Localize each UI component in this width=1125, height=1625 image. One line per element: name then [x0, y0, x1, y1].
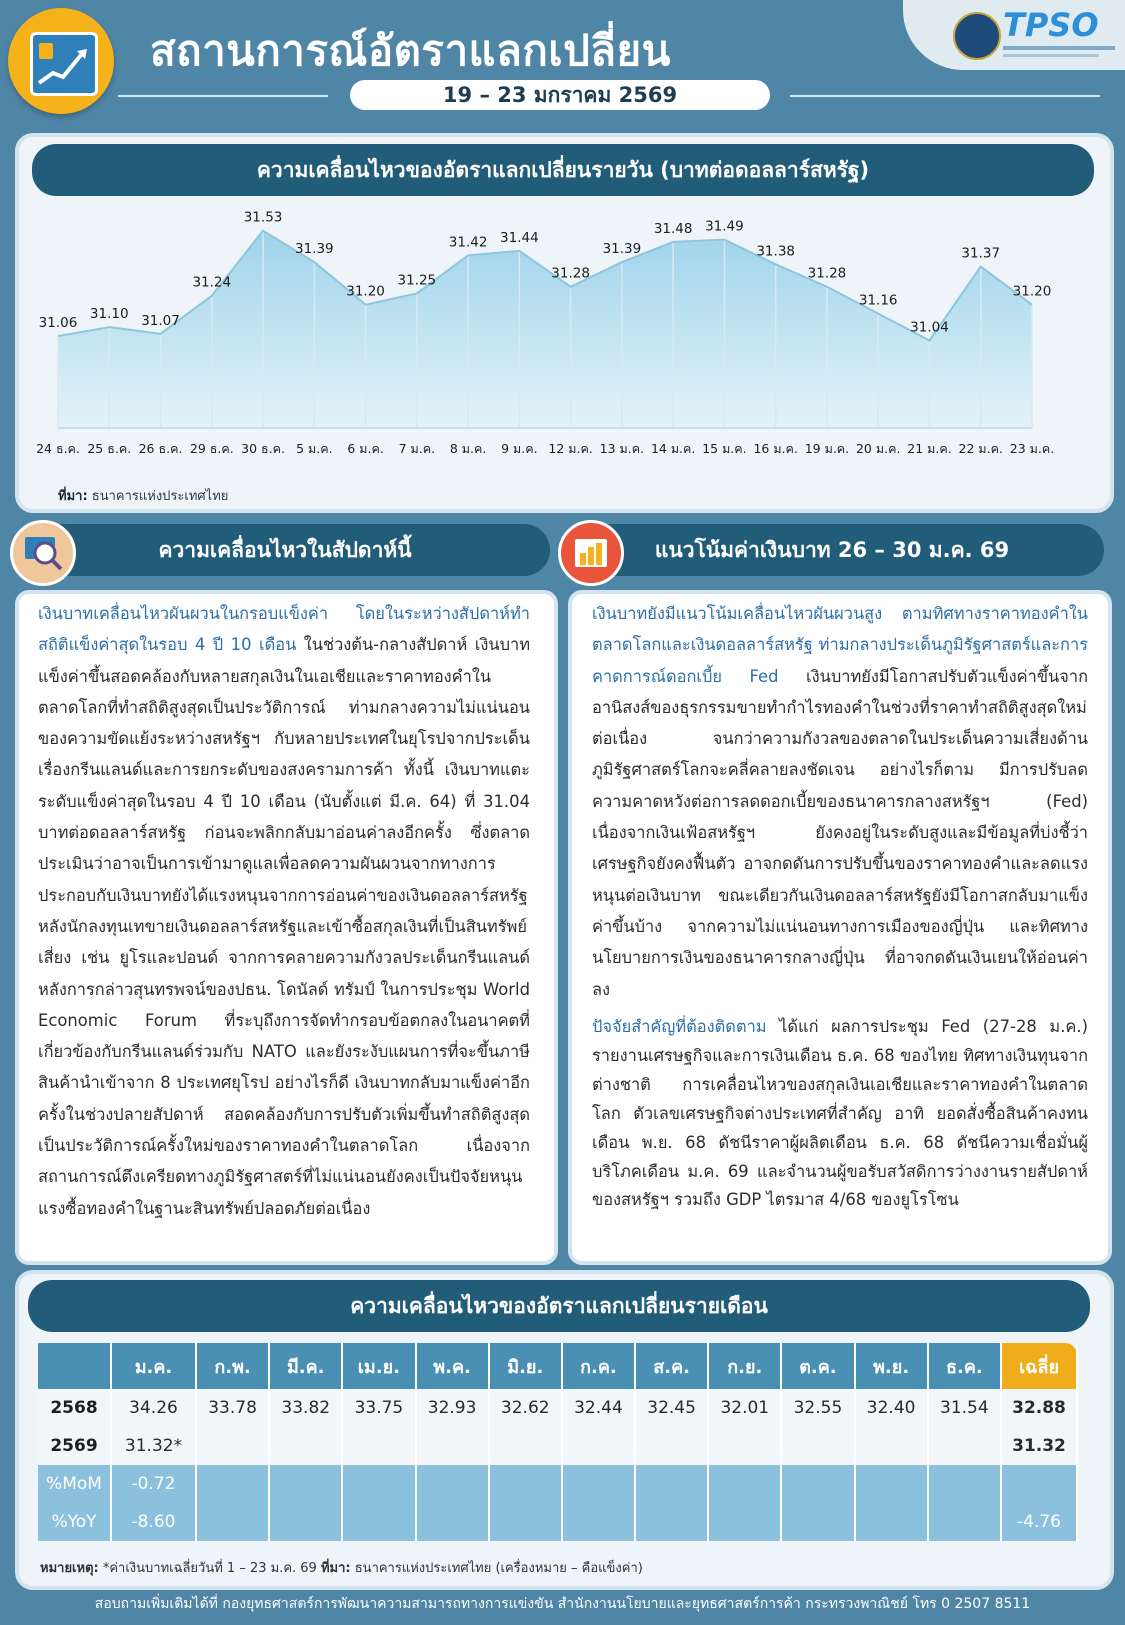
header-divider-left [118, 95, 328, 97]
table-cell [489, 1503, 562, 1541]
data-label: 31.48 [653, 220, 693, 237]
table-header-cell: พ.ย. [855, 1343, 928, 1389]
series-area [58, 231, 1032, 428]
header-divider-right [790, 95, 1100, 97]
outlook-paragraph-2: ปัจจัยสำคัญที่ต้องติดตาม ได้แก่ ผลการประชุม Fed (27-28 ม.ค.) รายงานเศรษฐกิจและการเงินเดือน ธ.ค. 68 ของไทย ทิศทางเงินทุนจากต่างชาติ การเคลื่อนไหวของสกุลเงินเอเชียและราคาทองคำในตลาดโลก ตัวเลขเศรษฐกิจต่างประเทศที่สำคัญ อาทิ ยอดสั่งซื้อสินค้าคงทนเดือน พ.ย. 68 ดัชนีราคาผู้ผลิตเดือน ธ.ค. 68 ดัชนีความเชื่อมั่นผู้บริโภคเดือน ม.ค. 69 และจำนวนผู้ขอรับสวัสดิการว่างงานรายสัปดาห์ของสหรัฐฯ รวมถึง GDP ไตรมาส 4/68 ของยูโรโซน [592, 1017, 1088, 1210]
table-header-cell: มี.ค. [269, 1343, 342, 1389]
table-cell: 32.45 [635, 1389, 708, 1427]
data-label: 31.10 [89, 306, 129, 323]
table-cell [928, 1465, 1001, 1503]
rising-chart-icon [30, 32, 98, 96]
data-label: 31.53 [243, 209, 283, 226]
data-label: 31.39 [602, 241, 642, 258]
table-cell [708, 1465, 781, 1503]
data-label: 31.28 [551, 265, 590, 282]
table-cell: %MoM [38, 1465, 111, 1503]
table-cell [855, 1465, 928, 1503]
table-cell [342, 1465, 415, 1503]
x-tick-label: 16 ม.ค. [753, 441, 798, 456]
table-cell [342, 1503, 415, 1541]
table-cell: 31.54 [928, 1389, 1001, 1427]
table-cell: -8.60 [111, 1503, 196, 1541]
x-tick-label: 15 ม.ค. [702, 441, 747, 456]
table-header-cell: ก.ค. [562, 1343, 635, 1389]
ministry-seal-icon [953, 12, 1001, 60]
x-tick-label: 30 ธ.ค. [241, 441, 285, 456]
table-header-cell: ก.ย. [708, 1343, 781, 1389]
x-tick-label: 7 ม.ค. [398, 441, 436, 456]
table-cell: 32.40 [855, 1389, 928, 1427]
table-header-cell: ก.พ. [196, 1343, 269, 1389]
data-label: 31.39 [294, 241, 334, 258]
table-header-cell: พ.ค. [416, 1343, 489, 1389]
table-cell: 32.93 [416, 1389, 489, 1427]
table-cell: 32.62 [489, 1389, 562, 1427]
table-cell [562, 1427, 635, 1465]
bar-chart-icon [558, 520, 624, 586]
table-cell [855, 1427, 928, 1465]
table-row [38, 1389, 1077, 1427]
table-header-cell: ต.ค. [781, 1343, 854, 1389]
data-label: 31.42 [448, 234, 488, 251]
table-cell [635, 1503, 708, 1541]
table-cell [781, 1465, 854, 1503]
table-header-cell: เม.ย. [342, 1343, 415, 1389]
table-header-cell: ม.ค. [111, 1343, 196, 1389]
table-cell [416, 1427, 489, 1465]
data-label: 31.20 [1012, 283, 1052, 300]
table-cell: 32.44 [562, 1389, 635, 1427]
table-cell: 31.32 [1001, 1427, 1077, 1465]
table-cell: 33.82 [269, 1389, 342, 1427]
table-header-cell: มิ.ย. [489, 1343, 562, 1389]
table-cell [269, 1465, 342, 1503]
table-cell [489, 1465, 562, 1503]
x-tick-label: 25 ธ.ค. [87, 441, 132, 456]
x-tick-label: 9 ม.ค. [501, 441, 538, 456]
table-cell [196, 1503, 269, 1541]
week-section-title: ความเคลื่อนไหวในสัปดาห์นี้ [20, 524, 550, 576]
table-header-cell: ส.ค. [635, 1343, 708, 1389]
data-label: 31.38 [756, 243, 796, 260]
table-note: หมายเหตุ: *ค่าเงินบาทเฉลี่ยวันที่ 1 – 23 ม.ค. 69 ที่มา: ธนาคารแห่งประเทศไทย (เครื่องหมาย – คือแข็งค่า) [40, 1561, 643, 1576]
table-row [38, 1465, 1077, 1503]
tpso-logo [903, 0, 1125, 70]
x-tick-label: 20 ม.ค. [855, 441, 901, 456]
table-cell [562, 1465, 635, 1503]
table-cell [416, 1503, 489, 1541]
table-cell [708, 1427, 781, 1465]
table-cell [781, 1503, 854, 1541]
magnifier-chart-icon [10, 520, 76, 586]
table-cell [342, 1427, 415, 1465]
table-cell: 32.88 [1001, 1389, 1077, 1427]
table-cell [928, 1427, 1001, 1465]
data-label: 31.20 [346, 283, 385, 300]
date-range-badge: 19 – 23 มกราคม 2569 [350, 80, 770, 110]
table-row [38, 1503, 1077, 1541]
x-tick-label: 5 ม.ค. [296, 441, 333, 456]
x-tick-label: 12 ม.ค. [548, 441, 593, 456]
data-label: 31.07 [141, 312, 180, 329]
table-header-cell: เฉลี่ย [1001, 1343, 1077, 1389]
data-label: 31.06 [38, 315, 78, 332]
table-cell: %YoY [38, 1503, 111, 1541]
x-tick-label: 6 ม.ค. [347, 441, 384, 456]
x-tick-label: 22 ม.ค. [958, 441, 1003, 456]
data-label: 31.44 [500, 229, 539, 246]
table-cell [196, 1427, 269, 1465]
x-tick-label: 21 ม.ค. [907, 441, 952, 456]
daily-chart-title: ความเคลื่อนไหวของอัตราแลกเปลี่ยนรายวัน (บาทต่อดอลลาร์สหรัฐ) [32, 144, 1094, 196]
x-tick-label: 8 ม.ค. [449, 441, 487, 456]
data-label: 31.25 [397, 272, 437, 289]
monthly-rate-table [38, 1343, 1078, 1541]
table-cell: 32.01 [708, 1389, 781, 1427]
table-cell: -4.76 [1001, 1503, 1077, 1541]
x-tick-label: 14 ม.ค. [650, 441, 696, 456]
table-cell: 2569 [38, 1427, 111, 1465]
x-tick-label: 13 ม.ค. [599, 441, 645, 456]
table-cell [635, 1427, 708, 1465]
table-cell [1001, 1465, 1077, 1503]
table-cell: 33.75 [342, 1389, 415, 1427]
table-cell: 33.78 [196, 1389, 269, 1427]
data-label: 31.04 [910, 319, 949, 336]
table-cell [708, 1503, 781, 1541]
table-cell [928, 1503, 1001, 1541]
table-cell [196, 1465, 269, 1503]
chart-source: ที่มา: ธนาคารแห่งประเทศไทย [58, 489, 229, 504]
daily-rate-chart [20, 200, 1105, 480]
table-cell: 32.55 [781, 1389, 854, 1427]
table-cell [269, 1503, 342, 1541]
table-cell: -0.72 [111, 1465, 196, 1503]
x-tick-label: 19 ม.ค. [804, 441, 850, 456]
table-cell [781, 1427, 854, 1465]
data-label: 31.49 [705, 218, 744, 235]
outlook-section-title: แนวโน้มค่าเงินบาท 26 – 30 ม.ค. 69 [560, 524, 1104, 576]
page-title: สถานการณ์อัตราแลกเปลี่ยน [150, 26, 671, 75]
data-label: 31.24 [192, 274, 232, 291]
week-paragraph: เงินบาทเคลื่อนไหวผันผวนในกรอบแข็งค่า โดยในระหว่างสัปดาห์ทำสถิติแข็งค่าสุดในรอบ 4 ปี 10 เดือน ในช่วงต้น-กลางสัปดาห์ เงินบาทแข็งค่าขึ้นสอดคล้องกับหลายสกุลเงินในเอเชียและราคาทองคำในตลาดโลกที่ทำสถิติสูงสุดเป็นประวัติการณ์ ท่ามกลางความไม่แน่นอนของความขัดแย้งระหว่างสหรัฐฯ กับหลายประเทศในยุโรปจากประเด็นเรื่องกรีนแลนด์และการยกระดับของสงครามการค้า ทั้งนี้ เงินบาทแตะระดับแข็งค่าสุดในรอบ 4 ปี 10 เดือน (นับตั้งแต่ มี.ค. 64) ที่ 31.04 บาทต่อดอลลาร์สหรัฐ ก่อนจะพลิกกลับมาอ่อนค่าลงอีกครั้ง ซึ่งตลาดประเมินว่าอาจเป็นการเข้ามาดูแลเพื่อลดความผันผวนจากทางการ ประกอบกับเงินบาทยังได้แรงหนุนจากการอ่อนค่าของเงินดอลลาร์สหรัฐ หลังนักลงทุนเทขายเงินดอลลาร์สหรัฐและเข้าซื้อสกุลเงินที่เป็นสินทรัพย์เสี่ยง เช่น ยูโรและปอนด์ จากการคลายความกังวลประเด็นกรีนแลนด์ หลังการกล่าวสุนทรพจน์ของปธน. โดนัลด์ ทรัมป์ ในการประชุม World Economic Forum ที่ระบุถึงการจัดทำกรอบข้อตกลงในอนาคตที่เกี่ยวข้องกับกรีนแลนด์ร่วมกับ NATO และยังระงับแผนการที่จะขึ้นภาษีสินค้านำเข้าจาก 8 ประเทศยุโรป อย่างไรก็ดี เงินบาทกลับมาแข็งค่าอีกครั้งในช่วงปลายสัปดาห์ สอดคล้องกับการปรับตัวเพิ่มขึ้นทำสถิติสูงสุดเป็นประวัติการณ์ครั้งใหม่ของราคาทองคำในตลาดโลก เนื่องจากสถานการณ์ตึงเครียดทางภูมิรัฐศาสตร์ที่ไม่แน่นอนยังคงเป็นปัจจัยหนุนแรงซื้อทองคำในฐานะสินทรัพย์ปลอดภัยต่อเนื่อง [38, 604, 530, 1218]
data-label: 31.28 [807, 265, 847, 282]
report-logo [8, 8, 114, 114]
table-cell [562, 1503, 635, 1541]
table-header-cell [38, 1343, 111, 1389]
table-cell: 34.26 [111, 1389, 196, 1427]
table-cell [635, 1465, 708, 1503]
data-label: 31.37 [961, 245, 1001, 262]
table-header-cell: ธ.ค. [928, 1343, 1001, 1389]
table-cell [269, 1427, 342, 1465]
brand-name: TPSO [1003, 6, 1099, 44]
monthly-title: ความเคลื่อนไหวของอัตราแลกเปลี่ยนรายเดือน [28, 1280, 1090, 1332]
x-tick-label: 23 ม.ค. [1009, 441, 1055, 456]
x-tick-label: 29 ธ.ค. [189, 441, 234, 456]
table-header-row [38, 1343, 1077, 1389]
table-cell: 31.32* [111, 1427, 196, 1465]
brand-underline [1003, 46, 1115, 50]
x-tick-label: 26 ธ.ค. [138, 441, 183, 456]
brand-underline-2 [1003, 54, 1099, 57]
table-cell: 2568 [38, 1389, 111, 1427]
outlook-paragraph-1: เงินบาทยังมีแนวโน้มเคลื่อนไหวผันผวนสูง ตามทิศทางราคาทองคำในตลาดโลกและเงินดอลลาร์สหรัฐ ท่ามกลางประเด็นภูมิรัฐศาสตร์และการคาดการณ์ดอกเบี้ย Fed เงินบาทยังมีโอกาสปรับตัวแข็งค่าขึ้นจากอานิสงส์ของธุรกรรมขายทำกำไรทองคำในช่วงที่ราคาทำสถิติสูงสุดใหม่ต่อเนื่อง จนกว่าความกังวลของตลาดในประเด็นความเสี่ยงด้านภูมิรัฐศาสตร์โลกจะคลี่คลายลงชัดเจน อย่างไรก็ตาม มีการปรับลดความคาดหวังต่อการลดดอกเบี้ยของธนาคารกลางสหรัฐฯ (Fed) เนื่องจากเงินเฟ้อสหรัฐฯ ยังคงอยู่ในระดับสูงและมีข้อมูลที่บ่งชี้ว่าเศรษฐกิจยังคงฟื้นตัว อาจกดดันการปรับขึ้นของราคาทองคำและลดแรงหนุนต่อเงินบาท ขณะเดียวกันเงินดอลลาร์สหรัฐยังมีโอกาสกลับมาแข็งค่าขึ้นบ้าง จากความไม่แน่นอนทางการเมืองของญี่ปุ่น และทิศทางนโยบายการเงินของธนาคารกลางญี่ปุ่น ที่อาจกดดันเงินเยนให้อ่อนค่าลง [592, 604, 1088, 999]
x-tick-label: 24 ธ.ค. [36, 441, 80, 456]
data-label: 31.16 [858, 292, 898, 309]
table-row [38, 1427, 1077, 1465]
table-cell [855, 1503, 928, 1541]
table-cell [489, 1427, 562, 1465]
table-cell [416, 1465, 489, 1503]
footer-contact: สอบถามเพิ่มเติมได้ที่ กองยุทธศาสตร์การพัฒนาความสามารถทางการแข่งขัน สำนักงานนโยบายและยุทธศาสตร์การค้า กระทรวงพาณิชย์ โทร 0 2507 8511 [94, 1596, 1031, 1612]
